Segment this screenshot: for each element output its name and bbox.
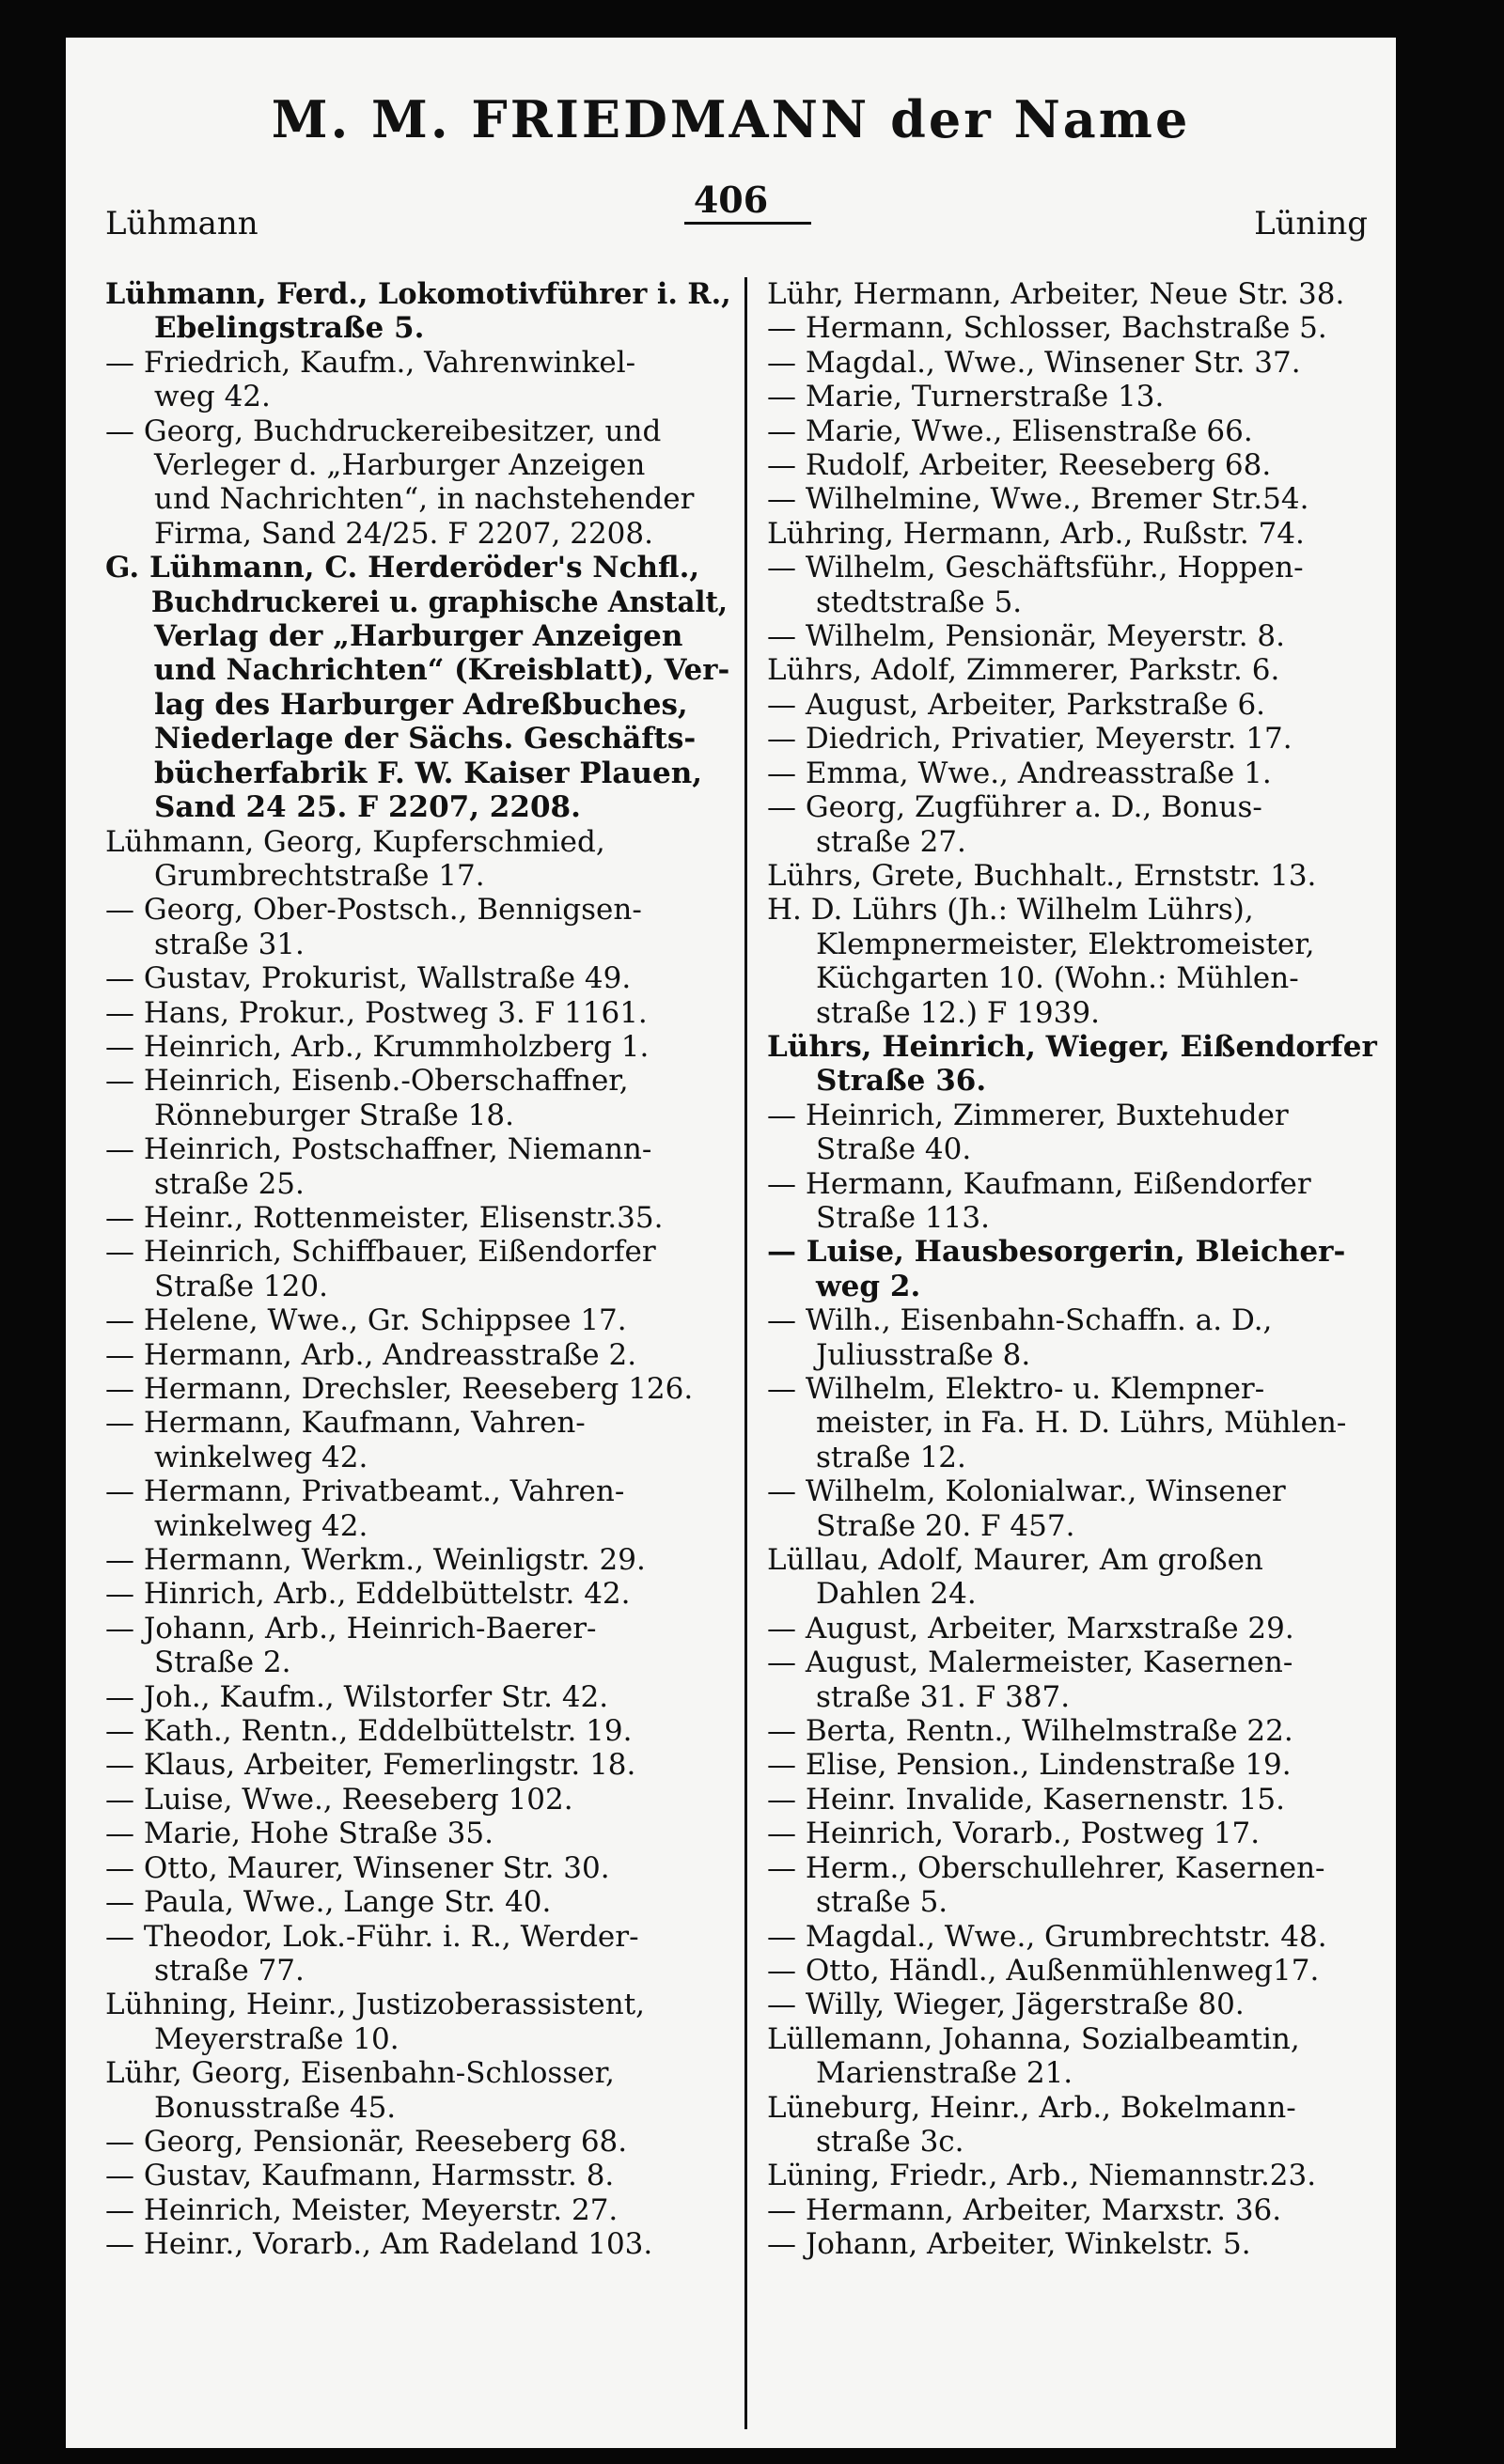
entry-continuation-line: straße 3c.: [816, 2124, 964, 2159]
entry-line: — August, Arbeiter, Marxstraße 29.: [767, 1611, 1294, 1645]
directory-entry: [105, 1612, 730, 1680]
entry-line: — Theodor, Lok.-Führ. i. R., Werder-: [105, 1919, 639, 1954]
directory-entry: [767, 619, 1378, 653]
directory-entry: [105, 1817, 730, 1850]
entry-line: Lüllau, Adolf, Maurer, Am großen: [767, 1543, 1263, 1578]
directory-entry: [105, 1474, 730, 1543]
entry-continuation-line: Meyerstraße 10.: [154, 2021, 400, 2056]
directory-entry: [767, 380, 1378, 413]
entry-line: — Wilhelm, Kolonialwar., Winsener: [767, 1474, 1286, 1509]
entry-continuation-line: Straße 2.: [154, 1645, 291, 1680]
entry-continuation-line: und Nachrichten“, in nachstehender: [154, 482, 695, 517]
entry-line: — Elise, Pension., Lindenstraße 19.: [767, 1748, 1292, 1783]
directory-entry: [767, 653, 1378, 687]
entry-line: — Hermann, Kaufmann, Eißendorfer: [767, 1166, 1311, 1201]
entry-line: — Hermann, Werkm., Weinligstr. 29.: [105, 1543, 646, 1578]
entry-line: — Herm., Oberschullehrer, Kasernen-: [767, 1850, 1325, 1885]
directory-entry: [767, 1920, 1378, 1954]
directory-entry: [105, 2227, 730, 2261]
entry-line: — Heinrich, Schiffbauer, Eißendorfer: [105, 1235, 656, 1270]
page-number: 406: [693, 179, 769, 221]
entry-line: — Rudolf, Arbeiter, Reeseberg 68.: [767, 448, 1272, 483]
entry-line: — Helene, Wwe., Gr. Schippsee 17.: [105, 1303, 627, 1338]
entry-line: Lüllemann, Johanna, Sozialbeamtin,: [767, 2021, 1300, 2056]
directory-entry: [767, 1851, 1378, 1920]
entry-continuation-line: straße 12.: [816, 1440, 966, 1474]
entry-continuation-line: Buchdruckerei u. graphische Anstalt,: [150, 585, 728, 619]
entry-continuation-line: und Nachrichten“ (Kreisblatt), Ver-: [153, 653, 730, 688]
entry-line: — Hermann, Privatbeamt., Vahren-: [105, 1474, 625, 1509]
page-number-rule: [684, 222, 811, 225]
directory-entry: [767, 1099, 1378, 1167]
directory-entry: [105, 2159, 730, 2192]
entry-continuation-line: Marienstraße 21.: [816, 2056, 1073, 2091]
entry-line: — Heinrich, Zimmerer, Buxtehuder: [767, 1098, 1289, 1132]
directory-entry: [767, 859, 1378, 893]
directory-entry: [105, 1338, 730, 1372]
directory-entry: [767, 2159, 1378, 2192]
directory-entry: [767, 2022, 1378, 2091]
directory-entry: [767, 1612, 1378, 1645]
entry-line: — August, Arbeiter, Parkstraße 6.: [767, 687, 1266, 722]
entry-continuation-line: Straße 36.: [816, 1064, 987, 1099]
entry-continuation-line: stedtstraße 5.: [816, 585, 1023, 619]
entry-line: — Georg, Zugführer a. D., Bonus-: [767, 790, 1262, 825]
entry-line: — Luise, Hausbesorgerin, Bleicher-: [767, 1235, 1346, 1270]
entry-continuation-line: weg 42.: [154, 380, 271, 414]
directory-entry: [767, 551, 1378, 619]
entry-line: — Wilhelm, Geschäftsführ., Hoppen-: [767, 551, 1304, 585]
entry-line: — Magdal., Wwe., Winsener Str. 37.: [767, 345, 1301, 380]
entry-line: — Paula, Wwe., Lange Str. 40.: [105, 1885, 552, 1920]
entry-continuation-line: Dahlen 24.: [816, 1577, 977, 1612]
entry-line: — Otto, Händl., Außenmühlenweg17.: [767, 1953, 1320, 1988]
entry-line: Lührs, Heinrich, Wieger, Eißendorfer: [767, 1029, 1377, 1064]
entry-continuation-line: straße 12.) F 1939.: [816, 995, 1100, 1030]
directory-entry: [767, 2193, 1378, 2227]
entry-line: — Emma, Wwe., Andreasstraße 1.: [767, 756, 1272, 790]
directory-entry: [105, 1714, 730, 1748]
directory-entry: [767, 1235, 1378, 1303]
directory-entry: [105, 1680, 730, 1714]
entry-line: — Georg, Ober-Postsch., Bennigsen-: [105, 893, 642, 928]
entry-continuation-line: straße 25.: [154, 1166, 305, 1201]
directory-entry: [105, 996, 730, 1030]
entry-line: H. D. Lührs (Jh.: Wilhelm Lührs),: [767, 893, 1254, 928]
directory-entry: [105, 1885, 730, 1919]
directory-entry: [105, 1543, 730, 1577]
entry-continuation-line: winkelweg 42.: [154, 1440, 368, 1474]
directory-entry: [105, 1303, 730, 1337]
entry-line: — Joh., Kaufm., Wilstorfer Str. 42.: [105, 1679, 609, 1714]
directory-entry: [105, 1988, 730, 2056]
entry-continuation-line: Niederlage der Sächs. Geschäfts-: [154, 722, 697, 756]
entry-continuation-line: straße 5.: [816, 1885, 948, 1920]
entry-line: — Marie, Turnerstraße 13.: [767, 380, 1165, 414]
entry-continuation-line: Straße 120.: [154, 1269, 328, 1303]
directory-entry: [105, 1577, 730, 1611]
entry-line: Lühmann, Ferd., Lokomotivführer i. R.,: [105, 277, 731, 311]
entry-line: — Heinrich, Vorarb., Postweg 17.: [767, 1817, 1261, 1851]
directory-entry: [767, 1748, 1378, 1782]
entry-line: — Marie, Hohe Straße 35.: [105, 1817, 494, 1851]
entry-line: — Wilhelm, Pensionär, Meyerstr. 8.: [767, 619, 1285, 654]
entry-continuation-line: Verlag der „Harburger Anzeigen: [154, 619, 683, 654]
directory-entry: [767, 1645, 1378, 1714]
left-column: [105, 277, 730, 2439]
directory-entry: [105, 893, 730, 961]
entry-line: — Berta, Rentn., Wilhelmstraße 22.: [767, 1714, 1293, 1749]
directory-entry: [105, 1235, 730, 1303]
directory-entry: [767, 346, 1378, 380]
directory-entry: [767, 1783, 1378, 1817]
entry-continuation-line: Firma, Sand 24/25. F 2207, 2208.: [154, 516, 653, 551]
entry-line: — Luise, Wwe., Reeseberg 102.: [105, 1782, 573, 1817]
directory-entry: [767, 311, 1378, 345]
directory-entry: [767, 756, 1378, 790]
column-divider: [744, 277, 747, 2429]
directory-entry: [105, 1064, 730, 1132]
directory-entry: [105, 2125, 730, 2159]
entry-continuation-line: winkelweg 42.: [154, 1508, 368, 1543]
entry-line: — Marie, Wwe., Elisenstraße 66.: [767, 413, 1253, 448]
directory-entry: [105, 1920, 730, 1988]
directory-entry: [767, 2227, 1378, 2261]
entry-continuation-line: straße 27.: [816, 824, 966, 859]
entry-line: Lührs, Grete, Buchhalt., Ernststr. 13.: [767, 858, 1317, 893]
entry-line: — Otto, Maurer, Winsener Str. 30.: [105, 1850, 610, 1885]
directory-entry: [767, 1030, 1378, 1099]
directory-entry: [105, 1372, 730, 1406]
directory-entry: [105, 1132, 730, 1201]
directory-entry: [767, 1303, 1378, 1372]
entry-line: Lüning, Friedr., Arb., Niemannstr.23.: [767, 2159, 1317, 2193]
entry-line: — Gustav, Prokurist, Wallstraße 49.: [105, 961, 632, 996]
entry-line: — Gustav, Kaufmann, Harmsstr. 8.: [105, 2159, 615, 2193]
entry-continuation-line: Grumbrechtstraße 17.: [154, 858, 485, 893]
entry-line: Lühmann, Georg, Kupferschmied,: [105, 824, 605, 859]
entry-continuation-line: Bonusstraße 45.: [154, 2090, 397, 2125]
entry-continuation-line: Straße 40.: [816, 1132, 972, 1167]
entry-line: — Wilhelm, Elektro- u. Klempner-: [767, 1372, 1265, 1406]
running-head-right: Lüning: [1254, 205, 1368, 242]
directory-page: [66, 38, 1396, 2448]
directory-entry: [767, 1474, 1378, 1543]
entry-continuation-line: Straße 20. F 457.: [816, 1508, 1075, 1543]
directory-entry: [767, 1954, 1378, 1988]
directory-entry: [105, 1406, 730, 1474]
entry-line: Lühr, Georg, Eisenbahn-Schlosser,: [105, 2056, 615, 2091]
directory-entry: [767, 1817, 1378, 1850]
entry-line: — Heinrich, Eisenb.-Oberschaffner,: [105, 1064, 629, 1099]
entry-line: — Hermann, Drechsler, Reeseberg 126.: [105, 1372, 694, 1406]
directory-entry: [105, 551, 730, 824]
entry-line: — Heinrich, Postschaffner, Niemann-: [105, 1132, 652, 1167]
entry-continuation-line: Verleger d. „Harburger Anzeigen: [154, 448, 646, 483]
directory-entry: [105, 414, 730, 552]
entry-line: — Heinr., Vorarb., Am Radeland 103.: [105, 2227, 653, 2262]
directory-entry: [767, 790, 1378, 859]
entry-line: — Hermann, Schlosser, Bachstraße 5.: [767, 311, 1327, 346]
directory-entry: [767, 482, 1378, 516]
entry-continuation-line: Küchgarten 10. (Wohn.: Mühlen-: [816, 961, 1299, 996]
directory-entry: [767, 1372, 1378, 1474]
entry-line: Lühring, Hermann, Arb., Rußstr. 74.: [767, 516, 1305, 551]
directory-entry: [105, 1851, 730, 1885]
directory-entry: [105, 1783, 730, 1817]
entry-line: — Heinr., Rottenmeister, Elisenstr.35.: [105, 1200, 664, 1235]
directory-entry: [767, 1988, 1378, 2021]
entry-line: — Johann, Arbeiter, Winkelstr. 5.: [767, 2227, 1251, 2262]
entry-line: — Magdal., Wwe., Grumbrechtstr. 48.: [767, 1919, 1327, 1954]
entry-continuation-line: weg 2.: [816, 1269, 921, 1303]
entry-line: — Georg, Buchdruckereibesitzer, und: [105, 413, 662, 448]
directory-entry: [105, 1748, 730, 1782]
entry-line: — Willy, Wieger, Jägerstraße 80.: [767, 1988, 1245, 2022]
entry-line: — Heinr. Invalide, Kasernenstr. 15.: [767, 1782, 1285, 1817]
right-column: [767, 277, 1378, 2439]
entry-line: — Johann, Arb., Heinrich-Baerer-: [105, 1611, 597, 1645]
entry-continuation-line: Klempnermeister, Elektromeister,: [816, 927, 1315, 961]
directory-entry: [105, 1201, 730, 1235]
entry-line: — Wilh., Eisenbahn-Schaffn. a. D.,: [767, 1303, 1273, 1338]
directory-entry: [767, 722, 1378, 756]
entry-line: — Wilhelmine, Wwe., Bremer Str.54.: [767, 482, 1309, 517]
entry-continuation-line: straße 77.: [154, 1953, 305, 1988]
entry-continuation-line: Juliusstraße 8.: [816, 1337, 1031, 1372]
directory-entry: [767, 277, 1378, 311]
advertisement-banner: M. M. FRIEDMANN der Name: [271, 89, 1191, 149]
entry-line: — Heinrich, Arb., Krummholzberg 1.: [105, 1029, 650, 1064]
entry-continuation-line: straße 31. F 387.: [816, 1679, 1071, 1714]
directory-entry: [767, 414, 1378, 448]
entry-line: G. Lühmann, C. Herderöder's Nchfl.,: [105, 551, 700, 585]
entry-line: — August, Malermeister, Kasernen-: [767, 1645, 1293, 1680]
entry-line: — Friedrich, Kaufm., Vahrenwinkel-: [105, 345, 636, 380]
directory-entry: [105, 277, 730, 346]
directory-entry: [767, 517, 1378, 551]
entry-continuation-line: Ebelingstraße 5.: [154, 311, 425, 346]
entry-line: Lüneburg, Heinr., Arb., Bokelmann-: [767, 2090, 1296, 2125]
entry-continuation-line: Straße 113.: [816, 1200, 990, 1235]
entry-continuation-line: bücherfabrik F. W. Kaiser Plauen,: [154, 756, 703, 790]
entry-continuation-line: Sand 24 25. F 2207, 2208.: [154, 790, 581, 825]
entry-line: — Hans, Prokur., Postweg 3. F 1161.: [105, 995, 648, 1030]
entry-line: — Kath., Rentn., Eddelbüttelstr. 19.: [105, 1714, 633, 1749]
directory-entry: [105, 346, 730, 414]
directory-entry: [767, 1714, 1378, 1748]
directory-entry: [105, 2193, 730, 2227]
directory-entry: [105, 961, 730, 995]
entry-line: — Hermann, Kaufmann, Vahren-: [105, 1406, 586, 1441]
directory-entry: [767, 688, 1378, 722]
directory-entry: [105, 1030, 730, 1064]
entry-line: Lühr, Hermann, Arbeiter, Neue Str. 38.: [767, 277, 1345, 311]
entry-continuation-line: Rönneburger Straße 18.: [154, 1098, 514, 1132]
entry-line: — Hinrich, Arb., Eddelbüttelstr. 42.: [105, 1577, 631, 1612]
entry-continuation-line: straße 31.: [154, 927, 305, 961]
directory-entry: [105, 2056, 730, 2125]
directory-entry: [105, 825, 730, 894]
directory-entry: [767, 2091, 1378, 2160]
entry-line: — Hermann, Arbeiter, Marxstr. 36.: [767, 2192, 1282, 2227]
directory-entry: [767, 1167, 1378, 1236]
entry-continuation-line: meister, in Fa. H. D. Lührs, Mühlen-: [816, 1406, 1347, 1441]
directory-entry: [767, 893, 1378, 1030]
entry-line: — Georg, Pensionär, Reeseberg 68.: [105, 2124, 628, 2159]
entry-line: Lührs, Adolf, Zimmerer, Parkstr. 6.: [767, 653, 1280, 688]
directory-entry: [767, 448, 1378, 482]
entry-line: — Heinrich, Meister, Meyerstr. 27.: [105, 2192, 619, 2227]
entry-line: Lühning, Heinr., Justizoberassistent,: [105, 1988, 646, 2022]
running-head-left: Lühmann: [105, 205, 258, 242]
entry-line: — Klaus, Arbeiter, Femerlingstr. 18.: [105, 1748, 636, 1783]
entry-continuation-line: lag des Harburger Adreßbuches,: [154, 687, 688, 722]
directory-entry: [767, 1543, 1378, 1612]
entry-line: — Hermann, Arb., Andreasstraße 2.: [105, 1337, 637, 1372]
entry-line: — Diedrich, Privatier, Meyerstr. 17.: [767, 722, 1292, 756]
